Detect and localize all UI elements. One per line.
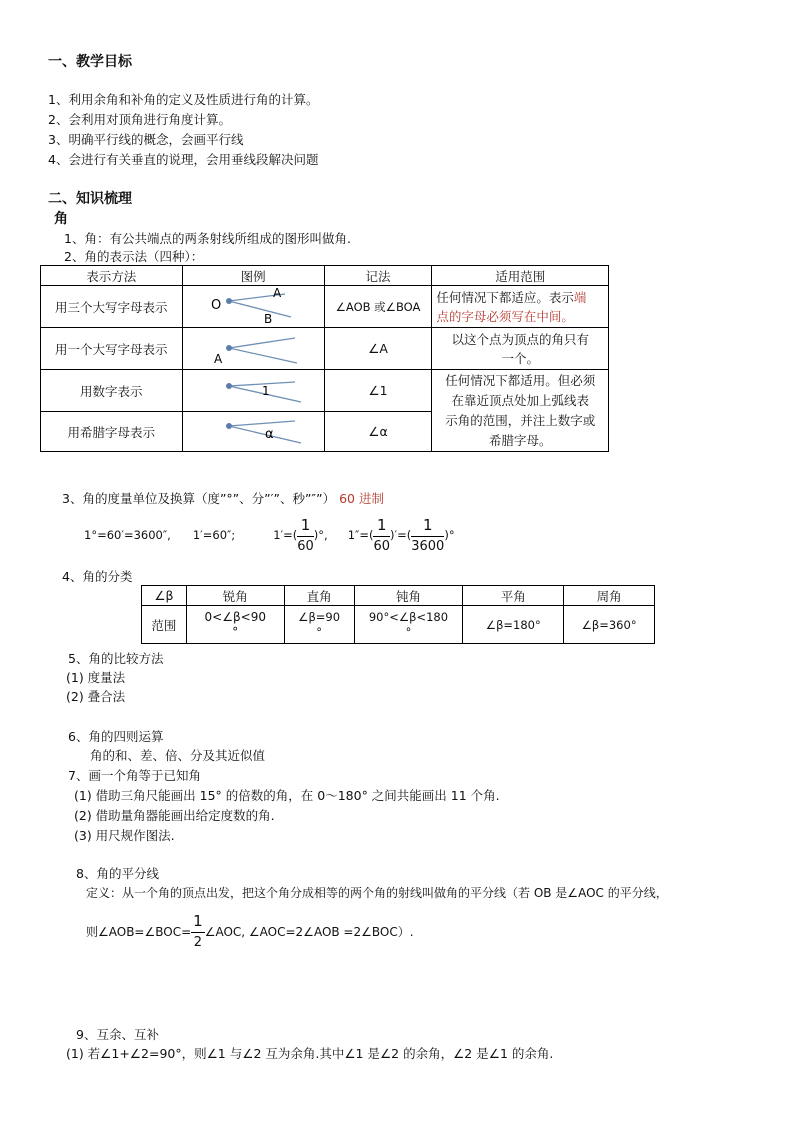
draw-item-1: (1) 借助三角尺能画出 15° 的倍数的角，在 0～180° 之间共能画出 11 个角. — [74, 788, 500, 803]
fraction-1-60-b: $\frac{1}{60}$ — [373, 515, 390, 554]
class-header-straight: 平角 — [463, 586, 564, 606]
draw-item-3: (3) 用尺规作图法. — [74, 828, 175, 843]
ops-title: 6、角的四则运算 — [68, 729, 164, 744]
eq-degree: 1°=60′=3600″, — [84, 528, 171, 542]
class-header-right: 直角 — [284, 586, 354, 606]
classification-table — [141, 585, 655, 644]
figure-1 — [182, 370, 324, 412]
scope-2: 以这个点为顶点的角只有 一个。 — [432, 328, 609, 370]
measure-equations: 1°=60′=3600″, 1′=60″; 1′=( $\frac{1}{60}$ )°, 1″=( $\frac{1}{60}$ )′=( $\frac{1}{3600}$ )° — [84, 515, 455, 554]
section2-subtitle: 角 — [54, 211, 68, 227]
range-round: ∠β=360° — [564, 606, 655, 644]
notation-3: ∠1 — [324, 370, 432, 412]
notation-4: ∠α — [324, 412, 432, 452]
scope-3: 任何情况下都适用。但必须 在靠近顶点处加上弧线表 示角的范围，并注上数字或 希腊字母。 — [432, 370, 609, 452]
classify-title: 4、角的分类 — [62, 569, 133, 584]
label-1: 1 — [262, 384, 270, 398]
figure-a — [182, 328, 324, 370]
class-header-round: 周角 — [564, 586, 655, 606]
section1-title: 一、教学目标 — [48, 54, 132, 70]
figure-aob — [182, 286, 324, 328]
scope-1: 任何情况下都适应。表示端 点的字母必须写在中间。 — [432, 286, 609, 328]
measure-title: 3、角的度量单位及换算（度”°”、分”′”、秒”″”） 60 进制 — [62, 491, 384, 506]
section2-title: 二、知识梳理 — [48, 191, 132, 207]
header-notation: 记法 — [324, 266, 432, 286]
compare-title: 5、角的比较方法 — [68, 651, 164, 666]
fraction-half: $\frac{1}{2}$ — [193, 911, 203, 950]
label-b: B — [264, 312, 273, 324]
notation-1: ∠AOB 或∠BOA — [324, 286, 432, 328]
compare-item-2: (2) 叠合法 — [66, 689, 126, 704]
notation-2: ∠A — [324, 328, 432, 370]
label-a-vertex: A — [214, 352, 223, 366]
method-4: 用希腊字母表示 — [41, 412, 183, 452]
label-o: O — [211, 298, 222, 313]
range-straight: ∠β=180° — [463, 606, 564, 644]
angle-aob-diagram — [183, 286, 323, 324]
header-method: 表示方法 — [41, 266, 183, 286]
class-header-acute: 锐角 — [186, 586, 284, 606]
representation-title: 2、角的表示法（四种）： — [64, 249, 204, 264]
goal-item-3: 3、明确平行线的概念，会画平行线 — [48, 132, 244, 147]
draw-item-2: (2) 借助量角器能画出给定度数的角. — [74, 808, 275, 823]
angle-1-diagram — [183, 370, 323, 408]
representation-table — [40, 265, 609, 452]
range-obtuse: 90°<∠β<180 ° — [354, 606, 463, 644]
header-scope: 适用范围 — [432, 266, 609, 286]
class-row-label: 范围 — [142, 606, 187, 644]
goal-item-4: 4、会进行有关垂直的说理，会用垂线段解决问题 — [48, 152, 319, 167]
class-header-obtuse: 钝角 — [354, 586, 463, 606]
angle-alpha-diagram — [183, 412, 323, 448]
bisector-formula: 则∠AOB=∠BOC= $\frac{1}{2}$ ∠AOC, ∠AOC=2∠AOB =2∠BOC）. — [86, 911, 414, 950]
fraction-1-3600: $\frac{1}{3600}$ — [411, 515, 445, 554]
label-a: A — [273, 286, 282, 300]
figure-alpha — [182, 412, 324, 452]
range-acute: 0<∠β<90 ° — [186, 606, 284, 644]
bisector-title: 8、角的平分线 — [76, 866, 159, 881]
draw-title: 7、画一个角等于已知角 — [68, 768, 201, 783]
eq-minute: 1′=60″; — [192, 528, 236, 542]
fraction-1-60: $\frac{1}{60}$ — [297, 515, 314, 554]
goal-item-1: 1、利用余角和补角的定义及性质进行角的计算。 — [48, 92, 319, 107]
method-3: 用数字表示 — [41, 370, 183, 412]
compare-item-1: (1) 度量法 — [66, 670, 126, 685]
range-right: ∠β=90 ° — [284, 606, 354, 644]
method-2: 用一个大写字母表示 — [41, 328, 183, 370]
bisector-definition: 定义：从一个角的顶点出发，把这个角分成相等的两个角的射线叫做角的平分线（若 OB 是∠AOC 的平分线， — [86, 886, 668, 900]
complement-title: 9、互余、互补 — [76, 1027, 159, 1042]
complement-item-1: (1) 若∠1+∠2=90°，则∠1 与∠2 互为余角.其中∠1 是∠2 的余角，∠2 是∠1 的余角. — [66, 1046, 554, 1061]
angle-definition: 1、角：有公共端点的两条射线所组成的图形叫做角. — [64, 231, 351, 246]
label-alpha: α — [265, 427, 274, 442]
header-figure: 图例 — [182, 266, 324, 286]
class-header-beta: ∠β — [142, 586, 187, 606]
angle-a-diagram — [183, 328, 323, 366]
goal-item-2: 2、会利用对顶角进行角度计算。 — [48, 112, 231, 127]
ops-text: 角的和、差、倍、分及其近似值 — [90, 748, 266, 763]
method-1: 用三个大写字母表示 — [41, 286, 183, 328]
